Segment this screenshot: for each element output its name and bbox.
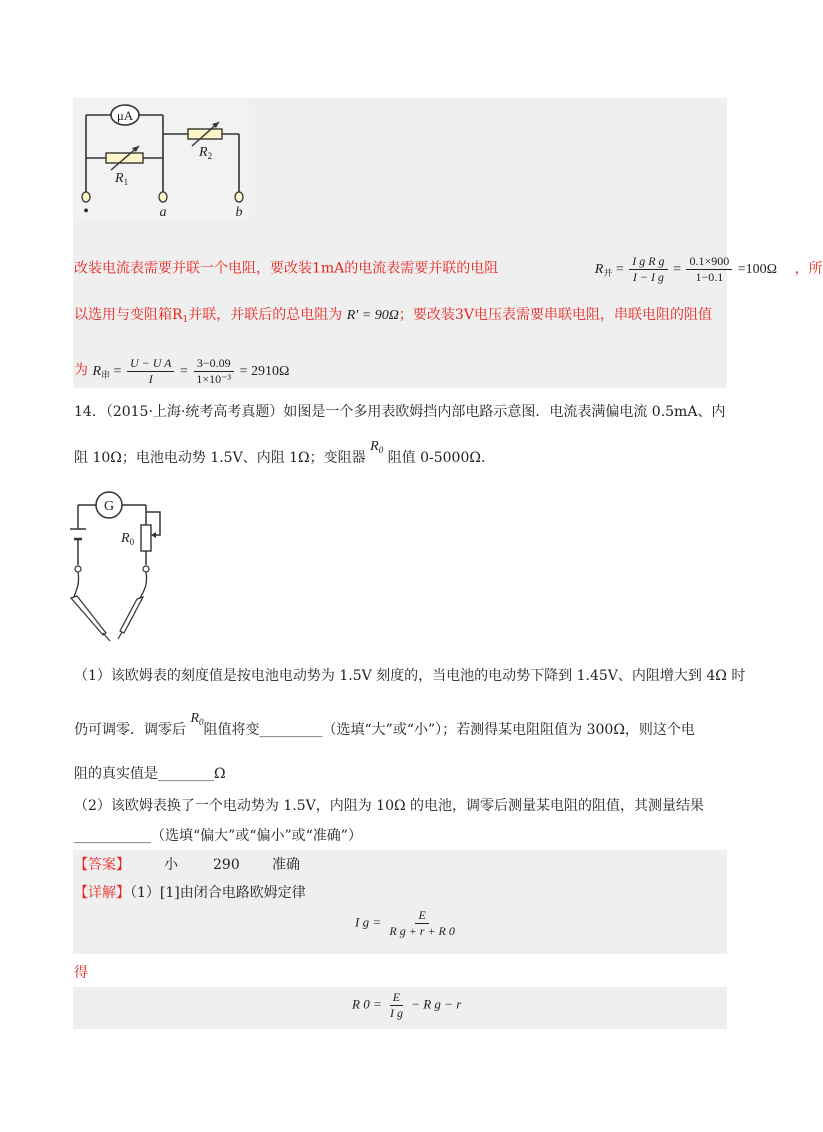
prev-solution-line1-text: 改装电流表需要并联一个电阻，要改装1mA的电流表需要并联的电阻 — [74, 260, 499, 277]
prev-solution-line1 — [74, 254, 823, 285]
galvanometer-label: G — [103, 499, 115, 514]
r0-diagram-label: $R_0$ — [121, 531, 135, 547]
r1-subscript: 1 — [182, 315, 189, 325]
part1-line3-unit: Ω — [214, 766, 226, 782]
detail-row — [74, 883, 306, 903]
part2-line1: （2）该欧姆表换了一个电动势为 1.5V，内阻为 10Ω 的电池，调零后测量某电阻的阻值，其测量结果 — [74, 798, 705, 814]
terminal-a-icon — [159, 192, 167, 202]
prev-solution-line2-b: 并联，并联后的总电阻为 — [188, 307, 343, 323]
r1-label: $R_1$ — [115, 171, 129, 187]
prev-solution-line1-tail: ，所 — [794, 260, 823, 277]
parallel-resistance-formula: $R_并$ = $\frac{\text{I g R g}}{\text{I − I g}}$ = $\frac{0.1\times 900}{1-0.1}$ =100Ω — [594, 254, 778, 284]
terminal-left-icon — [82, 192, 90, 202]
circuit1-diagram — [73, 98, 253, 220]
stem-line2-b: 阻值 0-5000Ω. — [387, 450, 486, 466]
part1-line2-c: （选填“大”或“小”）；若测得某电阻阻值为 300Ω，则这个电 — [322, 722, 695, 738]
part2-line2-b: （选填“偏大”或“偏小”或“准确”） — [151, 828, 362, 844]
question14-stem-line2 — [74, 439, 486, 472]
prev-solution-line3 — [74, 356, 289, 387]
part1-line2-a: 仍可调零．调零后 — [74, 722, 186, 738]
circuit2-diagram — [66, 485, 176, 645]
equation-1: I g = $\frac{E}{\text{R g + r + R 0}}$ — [355, 908, 455, 938]
part1-line3-a: 阻的真实值是 — [74, 766, 158, 782]
answer-blank-3[interactable]: ___________ — [74, 828, 151, 844]
part1-line2 — [74, 711, 695, 744]
answer-blank-1[interactable]: _________ — [259, 722, 323, 738]
r0-symbol: $R_0$ — [370, 439, 384, 455]
r2-label: $R_2$ — [199, 145, 213, 161]
answer-3: 准确 — [272, 857, 300, 873]
answer-blank-2[interactable]: ________ — [158, 766, 214, 782]
terminal-a-label: a — [159, 205, 167, 220]
question14-stem-line1: 14．（2015·上海·统考高考真题）如图是一个多用表欧姆挡内部电路示意图．电流表满偏电流 0.5mA、内 — [74, 404, 726, 420]
answer-tag: 【答案】 — [74, 857, 130, 873]
prev-solution-line2-a: 以选用与变阻箱R — [74, 307, 183, 323]
total-resistance-formula: R′ = 90Ω — [346, 308, 399, 323]
prev-solution-line2 — [74, 305, 712, 330]
part1-line2-b: 阻值将变 — [203, 722, 260, 738]
r0-symbol-part1: $R_0$ — [190, 711, 204, 727]
detail-text: （1）[1]由闭合电路欧姆定律 — [130, 885, 306, 901]
microammeter-label: μA — [116, 108, 134, 123]
prev-solution-line2-c: ；要改装3V电压表需要串联电阻，串联电阻的阻值 — [398, 307, 712, 323]
probe-lead-left-icon — [74, 572, 79, 597]
prev-solution-line3-a: 为 — [74, 362, 88, 379]
probe-lead-right-icon — [140, 572, 147, 598]
de-label: 得 — [74, 965, 88, 981]
probe-right-icon — [118, 597, 143, 639]
series-resistance-formula: $R_串$ = $\frac{\text{U − U A}}{I}$ = $\frac{3-0.09}{\text{1×10⁻³}}$ = 2910Ω — [92, 356, 290, 386]
rheostat-r0-icon — [141, 525, 151, 551]
part1-line1: （1）该欧姆表的刻度值是按电池电动势为 1.5V 刻度的，当电池的电动势下降到 1.45V、内阻增大到 4Ω 时 — [74, 668, 746, 684]
part1-line3 — [74, 764, 226, 784]
answer-row — [74, 855, 300, 875]
probe-left-icon — [71, 596, 110, 641]
terminal-b-icon — [235, 192, 243, 202]
part2-line2 — [74, 826, 362, 846]
answer-1: 小 — [164, 857, 178, 873]
equation-2: R 0 = $\frac{E}{\text{I g}}$ − R g − r — [352, 990, 462, 1020]
stem-line2-a: 阻 10Ω；电池电动势 1.5V、内阻 1Ω；变阻器 — [74, 450, 366, 466]
terminal-b-label: b — [235, 205, 243, 220]
terminal-dot-label: • — [83, 203, 89, 220]
answer-2: 290 — [213, 857, 240, 873]
detail-tag: 【详解】 — [74, 885, 130, 901]
